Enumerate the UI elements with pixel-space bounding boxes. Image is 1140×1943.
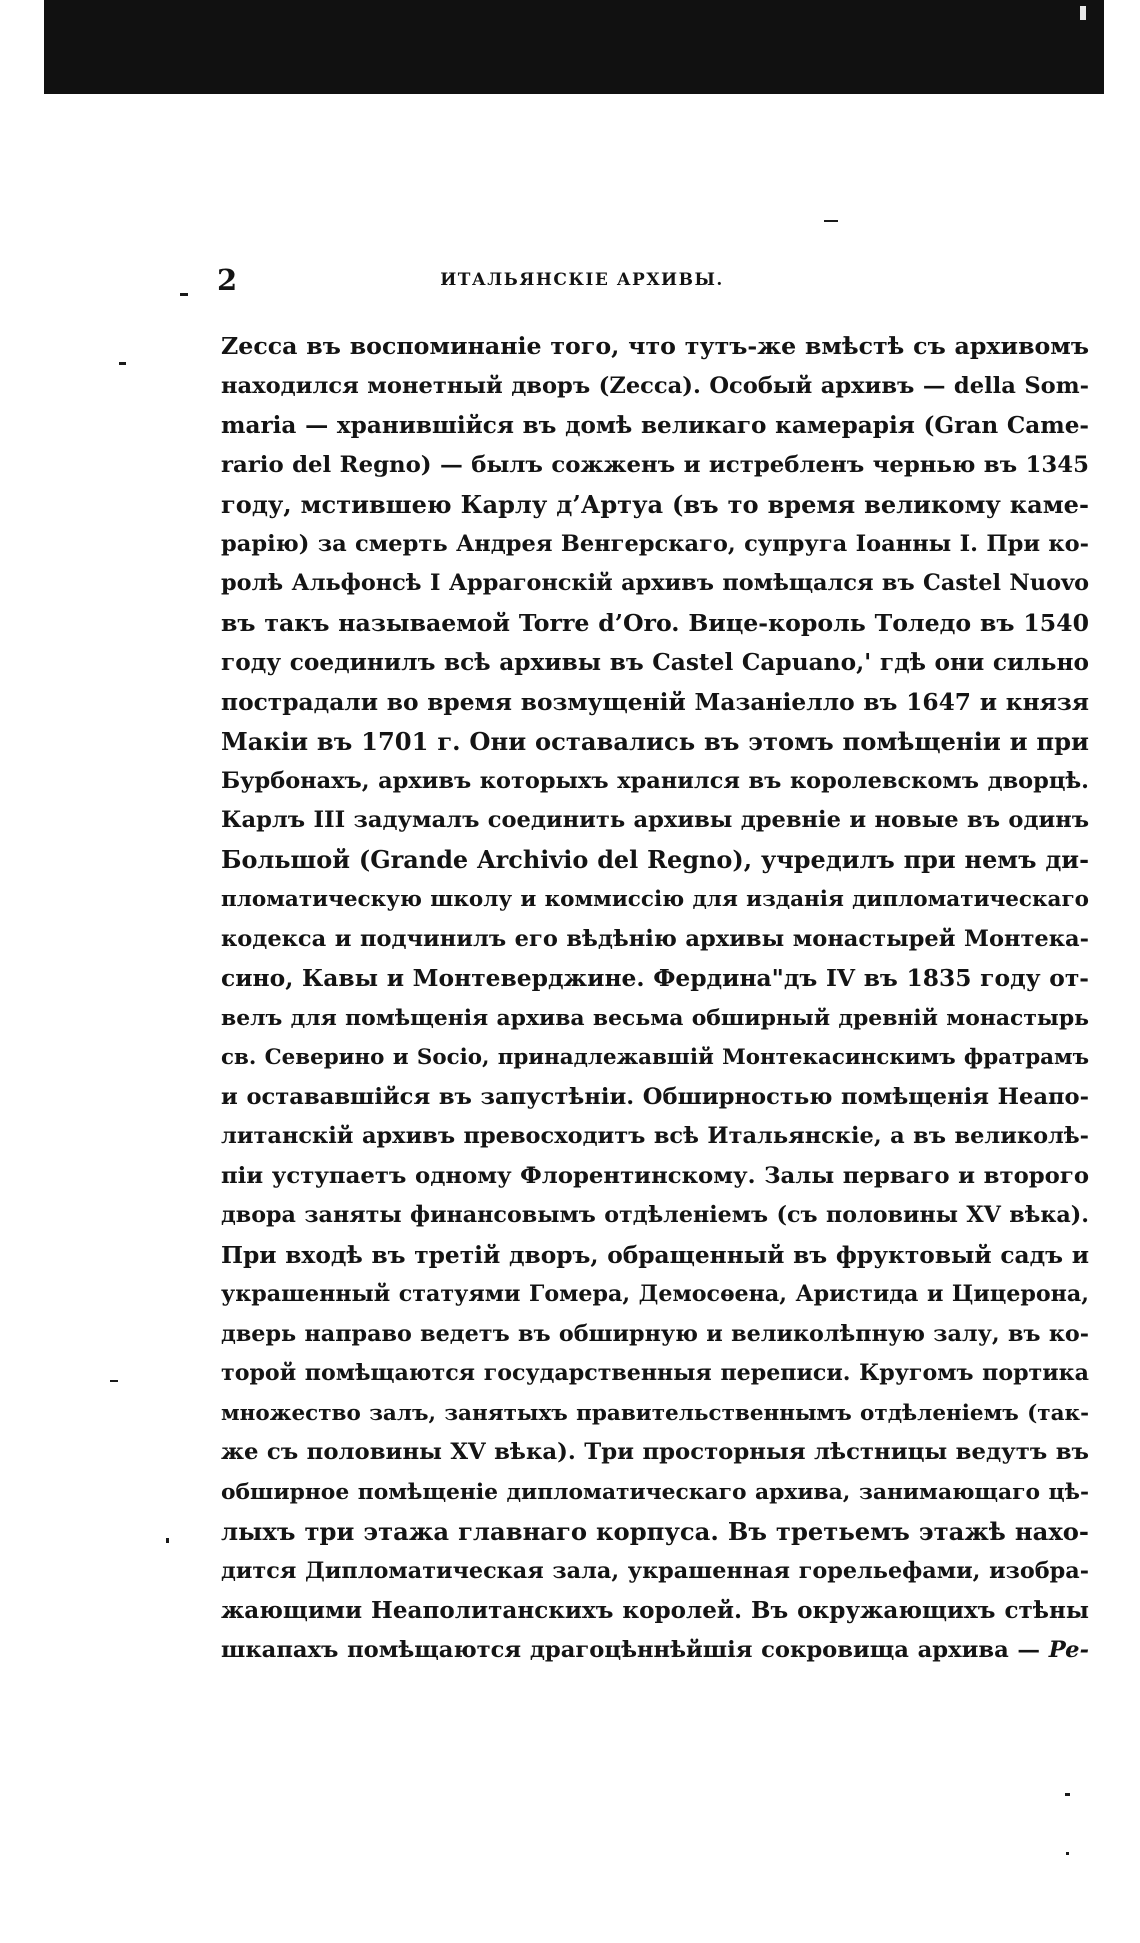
text-line: пломатическую школу и коммиссію для изданія дипломатическаго — [221, 887, 1089, 912]
text-line: ролѣ Альфонсѣ I Аррагонскій архивъ помѣщался въ Castel Nuovo — [221, 570, 1089, 596]
scan-speck — [110, 1380, 118, 1382]
scan-speck — [119, 362, 126, 365]
text-line: піи уступаетъ одному Флорентинскому. Залы перваго и второго — [221, 1162, 1089, 1189]
text-line: кодекса и подчинилъ его вѣдѣнію архивы монастырей Монтека- — [221, 925, 1089, 952]
text-line: въ такъ называемой Torre d’Oro. Вице-король Толедо въ 1540 — [221, 608, 1089, 637]
scan-speck — [180, 293, 188, 296]
text-line: находился монетный дворъ (Zecca). Особый архивъ — della Som- — [221, 372, 1089, 399]
running-title: ИТАЛЬЯНСКІЕ АРХИВЫ. — [440, 270, 724, 290]
text-line: и остававшійся въ запустѣніи. Обширностью помѣщенія Неапо- — [221, 1083, 1089, 1110]
text-line: лыхъ три этажа главнаго корпуса. Въ третьемъ этажѣ нахо- — [221, 1517, 1089, 1546]
text-line: торой помѣщаются государственныя переписи. Кругомъ портика — [221, 1360, 1089, 1386]
body-text — [221, 327, 1089, 1670]
text-line: При входѣ въ третій дворъ, обращенный въ фруктовый садъ и — [221, 1241, 1089, 1269]
text-line: велъ для помѣщенія архива весьма обширный древній монастырь — [221, 1004, 1089, 1031]
text-line: rario del Regno) — былъ сожженъ и истребленъ чернью въ 1345 — [221, 451, 1089, 478]
text-line: дверь направо ведетъ въ обширную и великолѣпную залу, въ ко- — [221, 1320, 1089, 1347]
text-line-last — [221, 1631, 1089, 1671]
text-line: св. Северино и Socio, принадлежавшій Монтекасинскимъ фратрамъ — [221, 1045, 1089, 1070]
scan-speck-top — [1080, 6, 1086, 20]
text-line: Zecca въ воспоминаніе того, что тутъ-же вмѣстѣ съ архивомъ — [221, 332, 1089, 360]
scan-top-band — [44, 0, 1104, 94]
text-line: Макіи въ 1701 г. Они оставались въ этомъ помѣщеніи и при — [221, 727, 1089, 756]
text-line: Карлъ III задумалъ соединить архивы древніе и новые въ одинъ — [221, 807, 1089, 833]
text-line-last-body: шкапахъ помѣщаются драгоцѣннѣйшія сокровища архива — — [221, 1636, 1041, 1663]
continuation-word: Pe- — [1048, 1636, 1089, 1663]
text-line: году соединилъ всѣ архивы въ Castel Capuano,' гдѣ они сильно — [221, 649, 1089, 676]
text-line: пострадали во время возмущеній Мазаніелло въ 1647 и князя — [221, 688, 1089, 716]
text-line: жающими Неаполитанскихъ королей. Въ окружающихъ стѣны — [221, 1597, 1089, 1624]
text-line: обширное помѣщеніе дипломатическаго архива, занимающаго цѣ- — [221, 1479, 1089, 1505]
text-line: Большой (Grande Archivio del Regno), учредилъ при немъ ди- — [221, 845, 1089, 874]
text-line: литанскій архивъ превосходитъ всѣ Итальянскіе, а въ великолѣ- — [221, 1123, 1089, 1149]
text-line: году, мстившею Карлу д’Артуа (въ то время великому каме- — [221, 490, 1089, 519]
text-line: же съ половины XV вѣка). Три просторныя лѣстницы ведутъ въ — [221, 1439, 1089, 1465]
scan-speck — [1065, 1793, 1070, 1796]
scan-speck — [166, 1538, 169, 1543]
text-line: Бурбонахъ, архивъ которыхъ хранился въ королевскомъ дворцѣ. — [221, 767, 1089, 794]
text-line: рарію) за смерть Андрея Венгерскаго, супруга Іоанны I. При ко- — [221, 530, 1089, 557]
scan-speck — [1066, 1852, 1069, 1855]
text-line: двора заняты финансовымъ отдѣленіемъ (съ половины XV вѣка). — [221, 1202, 1089, 1228]
text-line: maria — хранившійся въ домѣ великаго камерарія (Gran Came- — [221, 412, 1089, 439]
text-line: украшенный статуями Гомера, Демосѳена, Аристида и Цицерона, — [221, 1281, 1089, 1307]
text-line: дится Дипломатическая зала, украшенная горельефами, изобра- — [221, 1557, 1089, 1584]
page-number: 2 — [217, 263, 238, 297]
text-line: множество залъ, занятыхъ правительственнымъ отдѣленіемъ (так- — [221, 1400, 1089, 1426]
scan-speck — [824, 220, 838, 222]
text-line: сино, Кавы и Монтеверджине. Фердина"дъ IV въ 1835 году от- — [221, 964, 1089, 992]
